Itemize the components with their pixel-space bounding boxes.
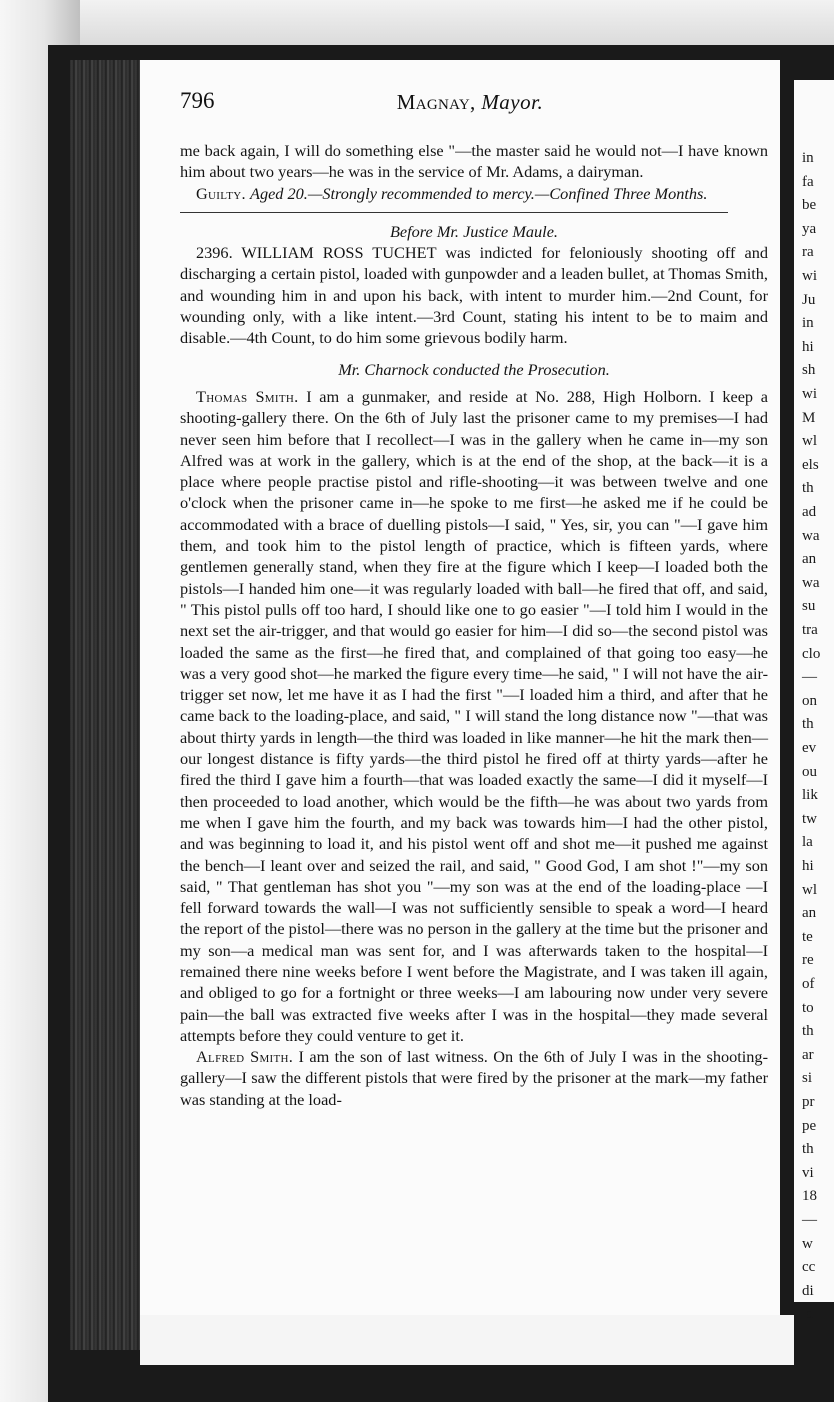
testimony-paragraph-thomas-smith (180, 386, 768, 1046)
facing-page-fragment: Ju (802, 291, 816, 308)
facing-page-fragment: ev (802, 740, 817, 756)
facing-page-fragment: si (802, 1070, 813, 1087)
facing-page-fragment: pe (802, 1117, 817, 1134)
facing-page-fragment: su (802, 598, 816, 615)
facing-page-fragment: la (802, 834, 813, 851)
facing-page-fragment: di (802, 1282, 814, 1299)
prosecution-heading-text: Mr. Charnock conducted the Prosecution. (338, 359, 610, 379)
facing-page-fragment: th (802, 1023, 814, 1040)
facing-page-fragment: in (802, 150, 814, 166)
verdict-label: Guilty. (196, 183, 246, 203)
court-heading-text: Before Mr. Justice Maule. (389, 221, 559, 241)
facing-page-fragment: clo (802, 645, 821, 662)
facing-page-fragment: hi (802, 338, 814, 355)
spacer (180, 349, 768, 359)
facing-page-fragment: in (802, 315, 814, 332)
facing-page-fragment: cc (802, 1259, 816, 1276)
facing-page-fragment: la (802, 1306, 813, 1323)
facing-page-fragment: th (802, 1141, 814, 1158)
facing-page-fragment: on (802, 692, 817, 709)
running-head (180, 90, 760, 115)
facing-page-fragment: th (802, 716, 814, 733)
facing-page-fragment: ou (802, 763, 817, 780)
verdict-text: Aged 20.—Strongly recommended to mercy.—Confined Three Months. (250, 183, 708, 203)
testimony-paragraph-alfred-smith (180, 1046, 768, 1110)
facing-page-fragment: wl (802, 433, 817, 450)
document-page (140, 60, 780, 1315)
running-head-title: Mayor. (481, 90, 544, 114)
page-body (180, 140, 768, 1110)
facing-page-fragment: to (802, 999, 814, 1016)
court-heading (180, 221, 768, 242)
facing-page-fragment: ad (802, 504, 817, 520)
facing-page-fragment: — (802, 669, 817, 686)
witness-name: Alfred Smith. (196, 1047, 294, 1067)
facing-page-fragment: ya (802, 220, 817, 237)
facing-page-fragment: lik (802, 787, 818, 804)
facing-page-fragment: ra (802, 244, 814, 261)
indictment-paragraph: 2396. WILLIAM ROSS TUCHET was indicted for feloniously shooting off and discharging a certain pistol, loaded with gunpowder and a leaden bullet, at Thomas Smith, and wounding him in and upon his back, with intent to murder him.—2nd Count, for wounding only, with a like intent.—3rd Count, stating his intent to be to maim and disable.—4th Count, to do him some grievous bodily harm. (180, 243, 768, 348)
facing-page-fragment: wi (802, 268, 817, 284)
facing-page-fragment: tra (802, 622, 818, 638)
facing-page-fragment: wl (802, 881, 817, 898)
paragraph-continuation: me back again, I will do something else "—the master said he would not—I have known him about two years—he was in the service of Mr. Adams, a dairyman. (180, 141, 768, 182)
facing-page-fragment: w (802, 1235, 813, 1252)
prosecution-heading (180, 359, 768, 380)
running-head-name: Magnay, (396, 90, 476, 114)
page-bottom-margin (140, 1315, 794, 1365)
section-divider (180, 212, 728, 213)
facing-page-fragment: an (802, 905, 817, 922)
verdict-paragraph (180, 183, 768, 204)
testimony-text: I am the son of last witness. On the 6th of July I was in the shooting-gallery—I saw the different pistols that were fired by the prisoner at the mark—my father was standing at the load- (180, 1047, 768, 1109)
facing-page-fragment: sh (802, 362, 816, 379)
facing-page-edge (794, 80, 834, 1323)
facing-page-fragment: — (802, 1212, 817, 1228)
facing-page-fragment: wa (802, 574, 820, 591)
facing-page-fragment: re (802, 952, 814, 969)
page-header (180, 88, 760, 118)
page-number: 796 (180, 88, 215, 113)
book-spine (70, 60, 142, 1350)
facing-page-fragment: be (802, 197, 817, 214)
facing-page-fragment: of (802, 976, 815, 992)
facing-page-fragment: th (802, 480, 814, 497)
testimony-text: I am a gunmaker, and reside at No. 288, High Holborn. I keep a shooting-gallery there. On the 6th of July last the prisoner came to my premises—I had never seen him before that I recollect—I was in the gallery when he came in—my son Alfred was at work in the gallery, which is at the end of the shop, at the back—it is a place where people practise pistol and rifle-shooting—it was between twelve and one o'clock when the prisoner came in—he spoke to me first—he asked me if he could be accommodated with a brace of duelling pistols—I said, " Yes, sir, you can "—I gave him them, and took him to the pistol length of practice, which is fifteen yards, where gentlemen generally stand, when they fire at the figure which I keep—I loaded both the pistols—I handed him one—it was regularly loaded with ball—he fired that off, and said, " This pistol pulls off too hard, I should like one to go easier "—I told him I would in the next set the air-trigger, and that would go easier for him—I did so—the second pistol was loaded the same as the first—he fired that, and complained of that going too easy—he was a very good shot—he marked the figure every time—he said, " I will not have the air-trigger set now, let me have it as I had the first "—I loaded him a third, and after that he came back to the loading-place, and said, " I will stand the long distance now "—that was about thirty yards in length—the third was loaded in like manner—he hit the mark then—our longest distance is fifty yards—the third pistol he fired off at thirty yards—after he fired the third I gave him a fourth—that was loaded exactly the same—I did it myself—I then proceeded to load another, which would be the fifth—he was about two yards from me when I gave him the fourth, and my back was towards him—I had the other pistol, and was beginning to load it, and his pistol went off and shot me—it pushed me against the bench—I leant over and seized the rail, and said, " Good God, I am shot !"—my son said, " That gentleman has shot you "—my son was at the end of the loading-place —I fell forward towards the wall—I was not sufficiently sensible to speak a word—I heard the report of the pistol—there was no person in the gallery at the time but the prisoner and my son—a medical man was sent for, and I was afterwards taken to the hospital—I remained there nine weeks before I went before the Magistrate, and I was taken ill again, and obliged to go for a fortnight or three weeks—I am labouring now under very severe pain—the ball was extracted five weeks after I was in the hospital—they made several attempts before they could venture to get it. (180, 386, 768, 1045)
facing-page-fragment: M (802, 409, 816, 426)
facing-page-fragment: hi (802, 858, 814, 874)
facing-page-fragment: wi (802, 386, 817, 402)
facing-page-fragment: tw (802, 810, 817, 827)
facing-page-fragment: vi (802, 1164, 814, 1181)
facing-page-fragment: fa (802, 173, 814, 190)
facing-page-fragment: te (802, 928, 813, 945)
facing-page-fragment: wa (802, 527, 820, 544)
facing-page-fragment: els (802, 456, 819, 473)
facing-page-fragment: pr (802, 1094, 815, 1110)
facing-page-fragment: ar (802, 1046, 814, 1063)
facing-page-fragment: an (802, 551, 817, 568)
witness-name: Thomas Smith. (196, 386, 299, 406)
facing-page-fragment: 18 (802, 1188, 817, 1205)
